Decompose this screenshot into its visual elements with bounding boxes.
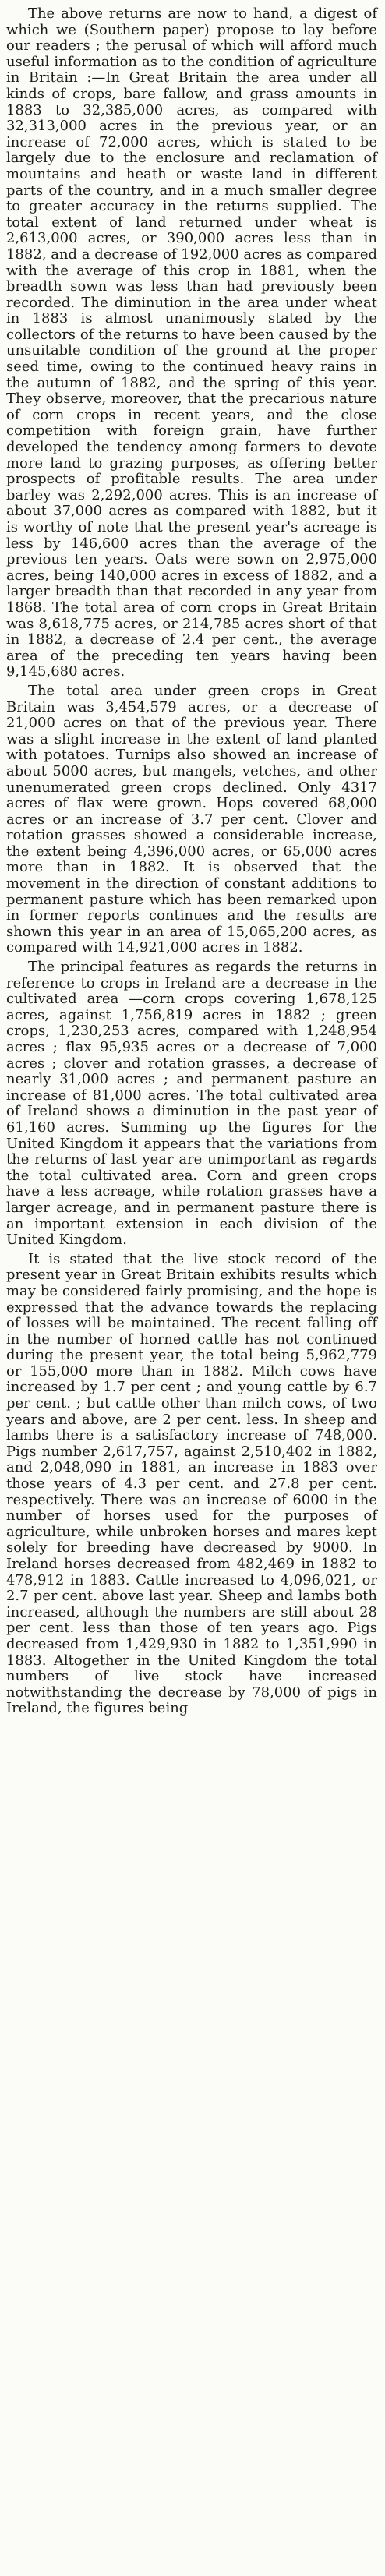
paragraph-green-crops: The total area under green crops in Great Britain was 3,454,579 acres, or a decrease of 21,000 acres on that of the previous year. There was a slight increase in the extent of land planted with potatoes. Turnips also showed an increase of about 5000 acres, but mangels, vetches, and other unenumerated green crops declined. Only 4317 acres of flax were grown. Hops covered 68,000 acres or an increase of 3.7 per cent. Clover and rotation grasses showed a considerable increase, the extent being 4,396,000 acres, or 65,000 acres more than in 1882. It is observed that the movement in the direction of constant additions to permanent pasture which has been remarked upon in former reports continues and the results are shown this year in an area of 15,065,200 acres, as compared with 14,921,000 acres in 1882.	[6, 682, 377, 956]
paragraph-live-stock: It is stated that the live stock record of the present year in Great Britain exhibits results which may be considered fairly promising, and the hope is expressed that the advance towards the replacing of losses will be maintained. The recent falling off in the number of horned cattle has not continued during the present year, the total being 5,962,779 or 155,000 more than in 1882. Milch cows have increased by 1.7 per cent ; and young cattle by 6.7 per cent. ; but cattle other than milch cows, of two years and above, are 2 per cent. less. In sheep and lambs there is a satisfactory increase of 748,000. Pigs number 2,617,757, against 2,510,402 in 1882, and 2,048,090 in 1881, an increase in 1883 over those years of 4.3 per cent. and 27.8 per cent. respectively. There was an increase of 6000 in the number of horses used for the purposes of agriculture, while unbroken horses and mares kept solely for breeding have decreased by 9000. In Ireland horses decreased from 482,469 in 1882 to 478,912 in 1883. Cattle increased to 4,096,021, or 2.7 per cent. above last year. Sheep and lambs both increased, although the numbers are still about 28 per cent. less than those of ten years ago. Pigs decreased from 1,429,930 in 1882 to 1,351,990 in 1883. Altogether in the United Kingdom the total numbers of live stock have increased notwithstanding the decrease by 78,000 of pigs in Ireland, the figures being	[6, 1250, 377, 1717]
paragraph-cereal-crops: The above returns are now to hand, a digest of which we (Southern paper) propose to lay before our readers ; the perusal of which will afford much useful information as to the condition of agriculture in Britain :—In Great Britain the area under all kinds of crops, bare fallow, and grass amounts in 1883 to 32,385,000 acres, as compared with 32,313,000 acres in the previous year, or an increase of 72,000 acres, which is stated to be largely due to the enclosure and reclamation of mountains and heath or waste land in different parts of the country, and in a much smaller degree to greater accuracy in the returns supplied. The total extent of land returned under wheat is 2,613,000 acres, or 390,000 acres less than in 1882, and a decrease of 192,000 acres as compared with the average of this crop in 1881, when the breadth sown was less than had previously been recorded. The diminution in the area under wheat in 1883 is almost unanimously stated by the collectors of the returns to have been caused by the unsuitable condition of the ground at the proper seed time, owing to the continued heavy rains in the autumn of 1882, and the spring of this year. They observe, moreover, that the precarious nature of corn crops in recent years, and the close competition with foreign grain, have further developed the tendency among farmers to devote more land to grazing purposes, as offering better prospects of profitable results. The area under barley was 2,292,000 acres. This is an increase of about 37,000 acres as compared with 1882, but it is worthy of note that the present year's acreage is less by 146,600 acres than the average of the previous ten years. Oats were sown on 2,975,000 acres, being 140,000 acres in excess of 1882, and a larger breadth than that recorded in any year from 1868. The total area of corn crops in Great Britain was 8,618,775 acres, or 214,785 acres short of that in 1882, a decrease of 2.4 per cent., the average area of the preceding ten years having been 9,145,680 acres.	[6, 5, 377, 680]
paragraph-ireland-crops: The principal features as regards the returns in reference to crops in Ireland are a decrease in the cultivated area —corn crops covering 1,678,125 acres, against 1,756,819 acres in 1882 ; green crops, 1,230,253 acres, compared with 1,248,954 acres ; flax 95,935 acres or a decrease of 7,000 acres ; clover and rotation grasses, a decrease of nearly 31,000 acres ; and permanent pasture an increase of 81,000 acres. The total cultivated area of Ireland shows a diminution in the past year of 61,160 acres. Summing up the figures for the United Kingdom it appears that the variations from the returns of last year are unimportant as regards the total cultivated area. Corn and green crops have a less acreage, while rotation grasses have a larger acreage, and in permanent pasture there is an important extension in each division of the United Kingdom.	[6, 959, 377, 1249]
article-column	[6, 6, 377, 1717]
